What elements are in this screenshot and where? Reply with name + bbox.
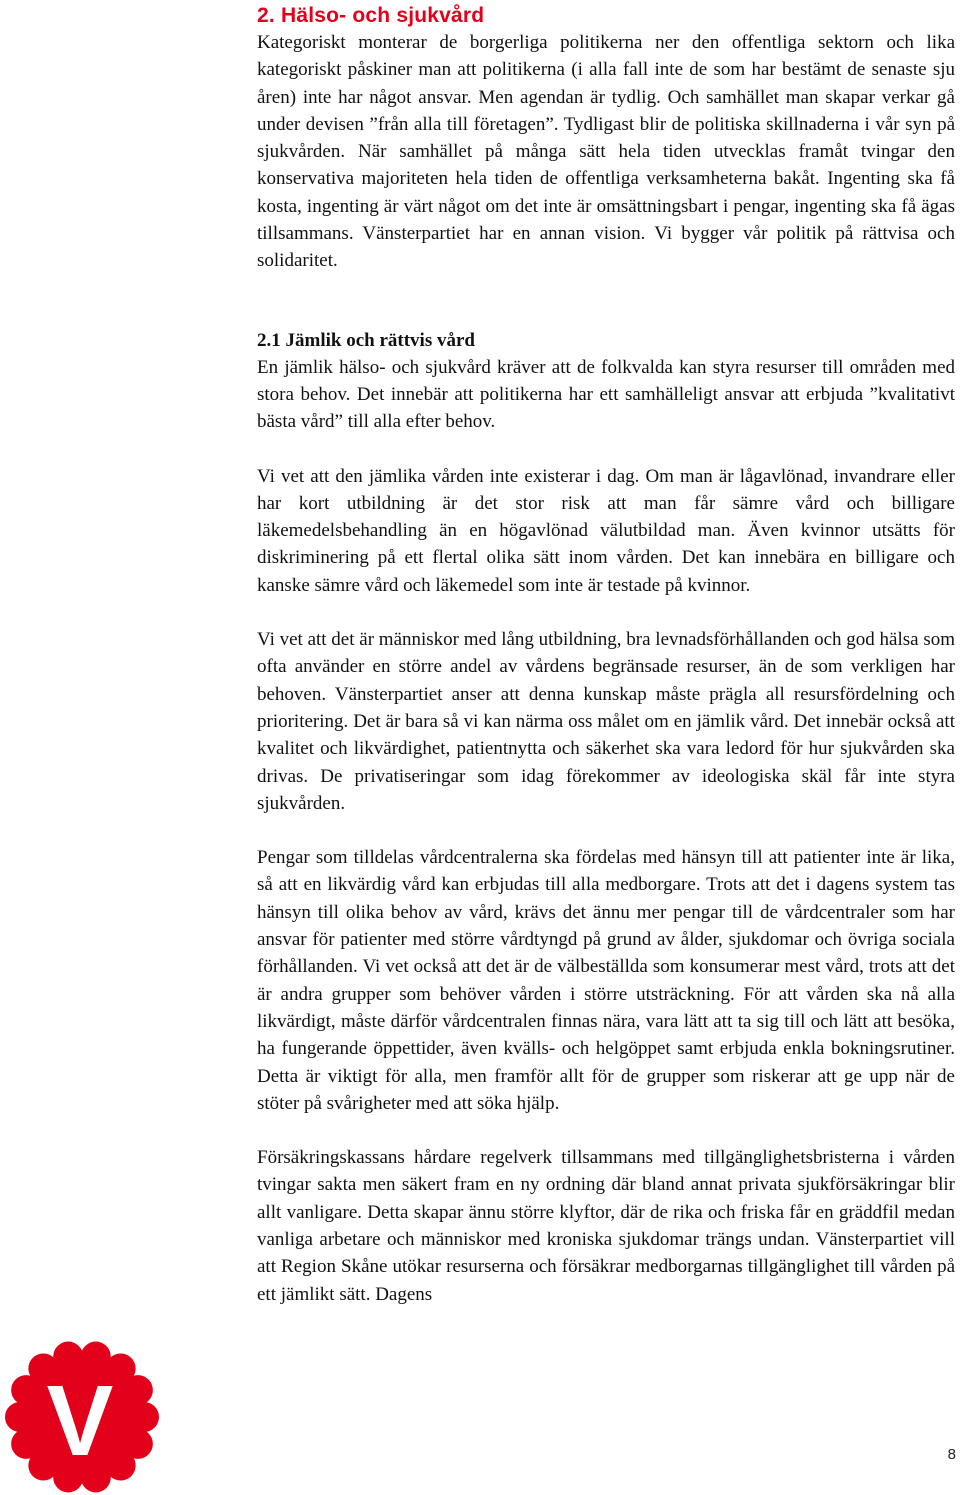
logo-letter: V bbox=[46, 1365, 114, 1477]
body-paragraph: Pengar som tilldelas vårdcentralerna ska fördelas med hänsyn till att patienter inte är lika, så att en likvärdig vård kan erbjudas till alla medborgare. Trots att det i dagens system tas hänsyn till olika behov av vård, krävs det ännu mer pengar till de vårdcentraler som har ansvar för patienter med större vårdtyngd på grund av ålder, sjukdomar och övriga sociala förhållanden. Vi vet också att det är de välbeställda som konsumerar mest vård, trots att det är andra grupper som behöver vården i större utsträckning. För att vården ska nå alla likvärdigt, måste därför vårdcentralen finnas nära, vara lätt att ta sig till och lätt att besöka, ha fungerande öppettider, även kvälls- och helgöppet samt erbjuda enkla bokningsrutiner. Detta är viktigt för alla, men framför allt för de grupper som riskerar att ge upp när de stöter på svårigheter med att söka hjälp. bbox=[257, 847, 955, 1114]
body-paragraph: En jämlik hälso- och sjukvård kräver att de folkvalda kan styra resurser till områden med stora behov. Det innebär att politikerna har ett samhälleligt ansvar att erbjuda ”kvalitativt bästa vård” till alla efter behov. bbox=[257, 356, 955, 433]
body-paragraph: Försäkringskassans hårdare regelverk tillsammans med tillgänglighetsbristerna i vården tvingar sakta men säkert fram en ny ordning där bland annat privata sjukförsäkringar blir allt vanligare. Detta skapar ännu större klyftor, där de rika och friska får en gräddfil medan vanliga arbetare och människor med kroniska sjukdomar trängs undan. Vänsterpartiet vill att Region Skåne utökar resurserna och försäkrar medborgarnas tillgänglighet till vården på ett jämlikt sätt. Dagens bbox=[257, 1147, 955, 1305]
page-content bbox=[257, 0, 955, 1308]
intro-paragraph: Kategoriskt monterar de borgerliga politikerna ner den offentliga sektorn och lika kategoriskt påskiner man att politikerna (i alla fall inte de som har bestämt de senaste sju åren) inte har något ansvar. Men agendan är tydlig. Och samhället man skapar verkar gå under devisen ”från alla till företagen”. Tydligast blir de politiska skillnaderna i vår syn på sjukvården. När samhället på många sätt hela tiden utvecklas framåt tvingar den konservativa majoriteten hela tiden de offentliga verksamheterna bakåt. Ingenting ska få kosta, ingenting är värt något om det inte är omsättningsbart i pengar, ingenting ska få ägas tillsammans. Vänsterpartiet har en annan vision. Vi bygger vår politik på rättvisa och solidaritet. bbox=[257, 32, 955, 272]
subsection-heading: 2.1 Jämlik och rättvis vård bbox=[257, 329, 475, 351]
page-number: 8 bbox=[947, 1446, 956, 1463]
body-paragraph: Vi vet att den jämlika vården inte existerar i dag. Om man är lågavlönad, invandrare eller har kort utbildning är det stor risk att man får sämre vård och billigare läkemedelsbehandling än en högavlönad välutbildad man. Även kvinnor utsätts för diskriminering på ett flertal olika sätt inom vården. Det kan innebära en billigare och kanske sämre vård och läkemedel som inte är testade på kvinnor. bbox=[257, 465, 955, 596]
body-paragraph: Vi vet att det är människor med lång utbildning, bra levnadsförhållanden och god hälsa som ofta använder en större andel av vårdens begränsade resurser, än de som verkligen har behoven. Vänsterpartiet anser att denna kunskap måste prägla all resursfördelning och prioritering. Det är bara så vi kan närma oss målet om en jämlik vård. Det innebär också att kvalitet och likvärdighet, patientnytta och säkerhet ska vara ledord för hur sjukvården ska drivas. De privatiseringar som idag förekommer av ideologiska skäl får inte styra sjukvården. bbox=[257, 629, 955, 814]
vansterpartiet-rose-logo-icon bbox=[2, 1335, 162, 1495]
section-heading: 2. Hälso- och sjukvård bbox=[257, 4, 485, 27]
